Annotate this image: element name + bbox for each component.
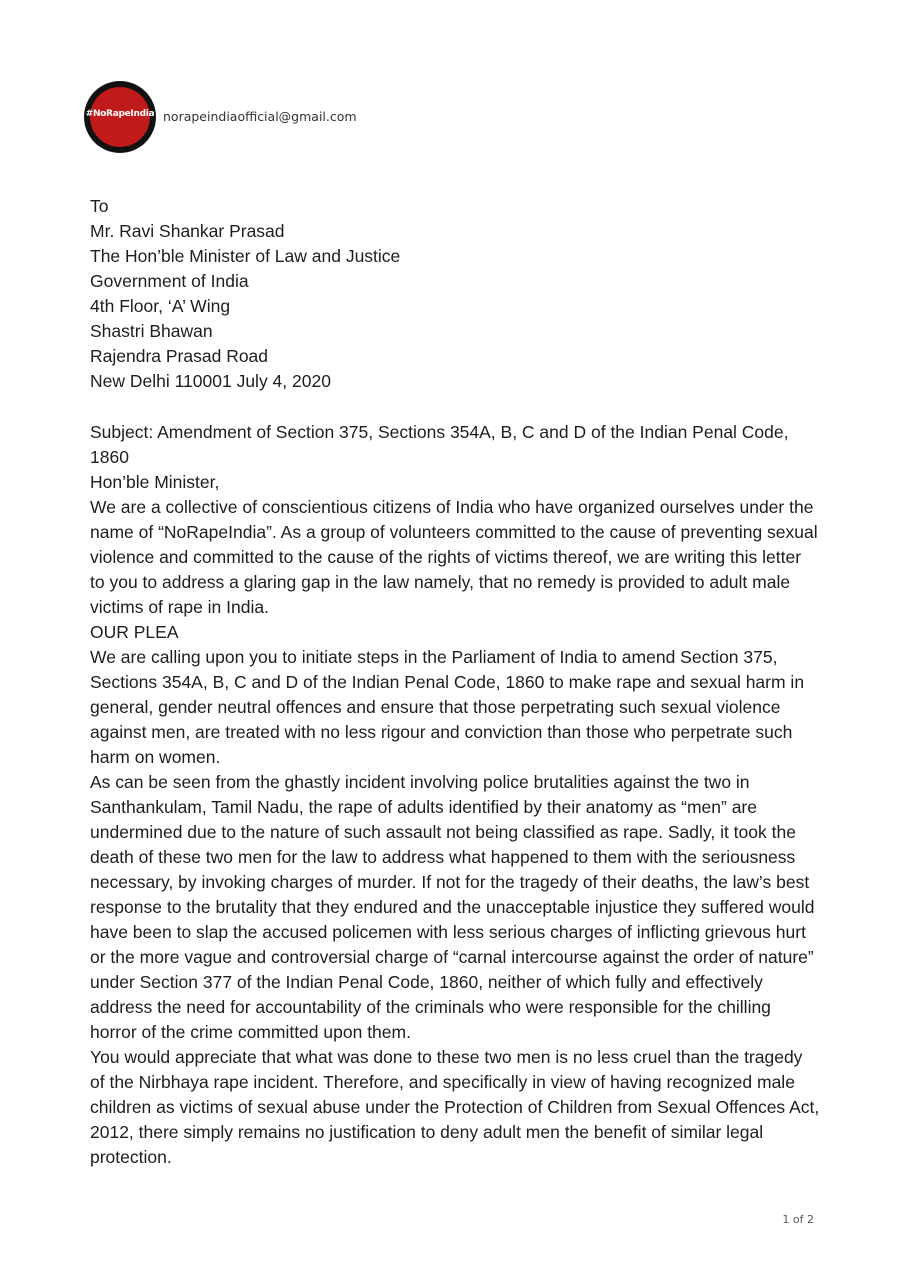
norapeindia-logo bbox=[84, 81, 156, 153]
salutation: Hon’ble Minister, bbox=[90, 472, 220, 492]
contact-email: norapeindiaofficial@gmail.com bbox=[163, 108, 357, 124]
letter-body bbox=[90, 420, 820, 1170]
letterhead bbox=[84, 80, 357, 154]
appreciation-paragraph: You would appreciate that what was done to these two men is no less cruel than the tragedy of the Nirbhaya rape incident. Therefore, and specifically in view of having recognized male children as victims of sexual abuse under the Protection of Children from Sexual Offences Act, 2012, there simply remains no justification to deny adult men the benefit of similar legal protection. bbox=[90, 1047, 820, 1167]
address-line: Government of India bbox=[90, 271, 249, 291]
address-line: New Delhi 110001 July 4, 2020 bbox=[90, 371, 331, 391]
incident-paragraph: As can be seen from the ghastly incident involving police brutalities against the two in Santhankulam, Tamil Nadu, the rape of adults identified by their anatomy as “men” are undermined due to the nature of such assault not being classified as rape. Sadly, it took the death of these two men for the law to address what happened to them with the seriousness necessary, by invoking charges of murder. If not for the tragedy of their deaths, the law’s best response to the brutality that they endured and the unacceptable injustice they suffered would have been to slap the accused policemen with less serious charges of inflicting grievous hurt or the more vague and controversial charge of “carnal intercourse against the order of nature” under Section 377 of the Indian Penal Code, 1860, neither of which fully and effectively address the need for accountability of the criminals who were responsible for the chilling horror of the crime committed upon them. bbox=[90, 772, 815, 1042]
subject-line: Subject: Amendment of Section 375, Sections 354A, B, C and D of the Indian Penal Code, 1860 bbox=[90, 422, 789, 467]
page-number: 1 of 2 bbox=[782, 1213, 814, 1226]
plea-heading: OUR PLEA bbox=[90, 622, 179, 642]
address-line: To bbox=[90, 196, 109, 216]
plea-paragraph: We are calling upon you to initiate steps in the Parliament of India to amend Section 375, Sections 354A, B, C and D of the Indian Penal Code, 1860 to make rape and sexual harm in general, gender neutral offences and ensure that those perpetrating such sexual violence against men, are treated with no less rigour and conviction than those who perpetrate such harm on women. bbox=[90, 647, 805, 767]
intro-paragraph: We are a collective of conscientious citizens of India who have organized ourselves under the name of “NoRapeIndia”. As a group of volunteers committed to the cause of preventing sexual violence and committed to the cause of the rights of victims thereof, we are writing this letter to you to address a glaring gap in the law namely, that no remedy is provided to adult male victims of rape in India. bbox=[90, 497, 818, 617]
address-line: Shastri Bhawan bbox=[90, 321, 213, 341]
address-line: Rajendra Prasad Road bbox=[90, 346, 269, 366]
recipient-address bbox=[90, 194, 400, 394]
logo-text: #NoRapeIndia bbox=[85, 109, 155, 119]
address-line: 4th Floor, ‘A’ Wing bbox=[90, 296, 231, 316]
address-line: Mr. Ravi Shankar Prasad bbox=[90, 221, 285, 241]
address-line: The Hon’ble Minister of Law and Justice bbox=[90, 246, 401, 266]
